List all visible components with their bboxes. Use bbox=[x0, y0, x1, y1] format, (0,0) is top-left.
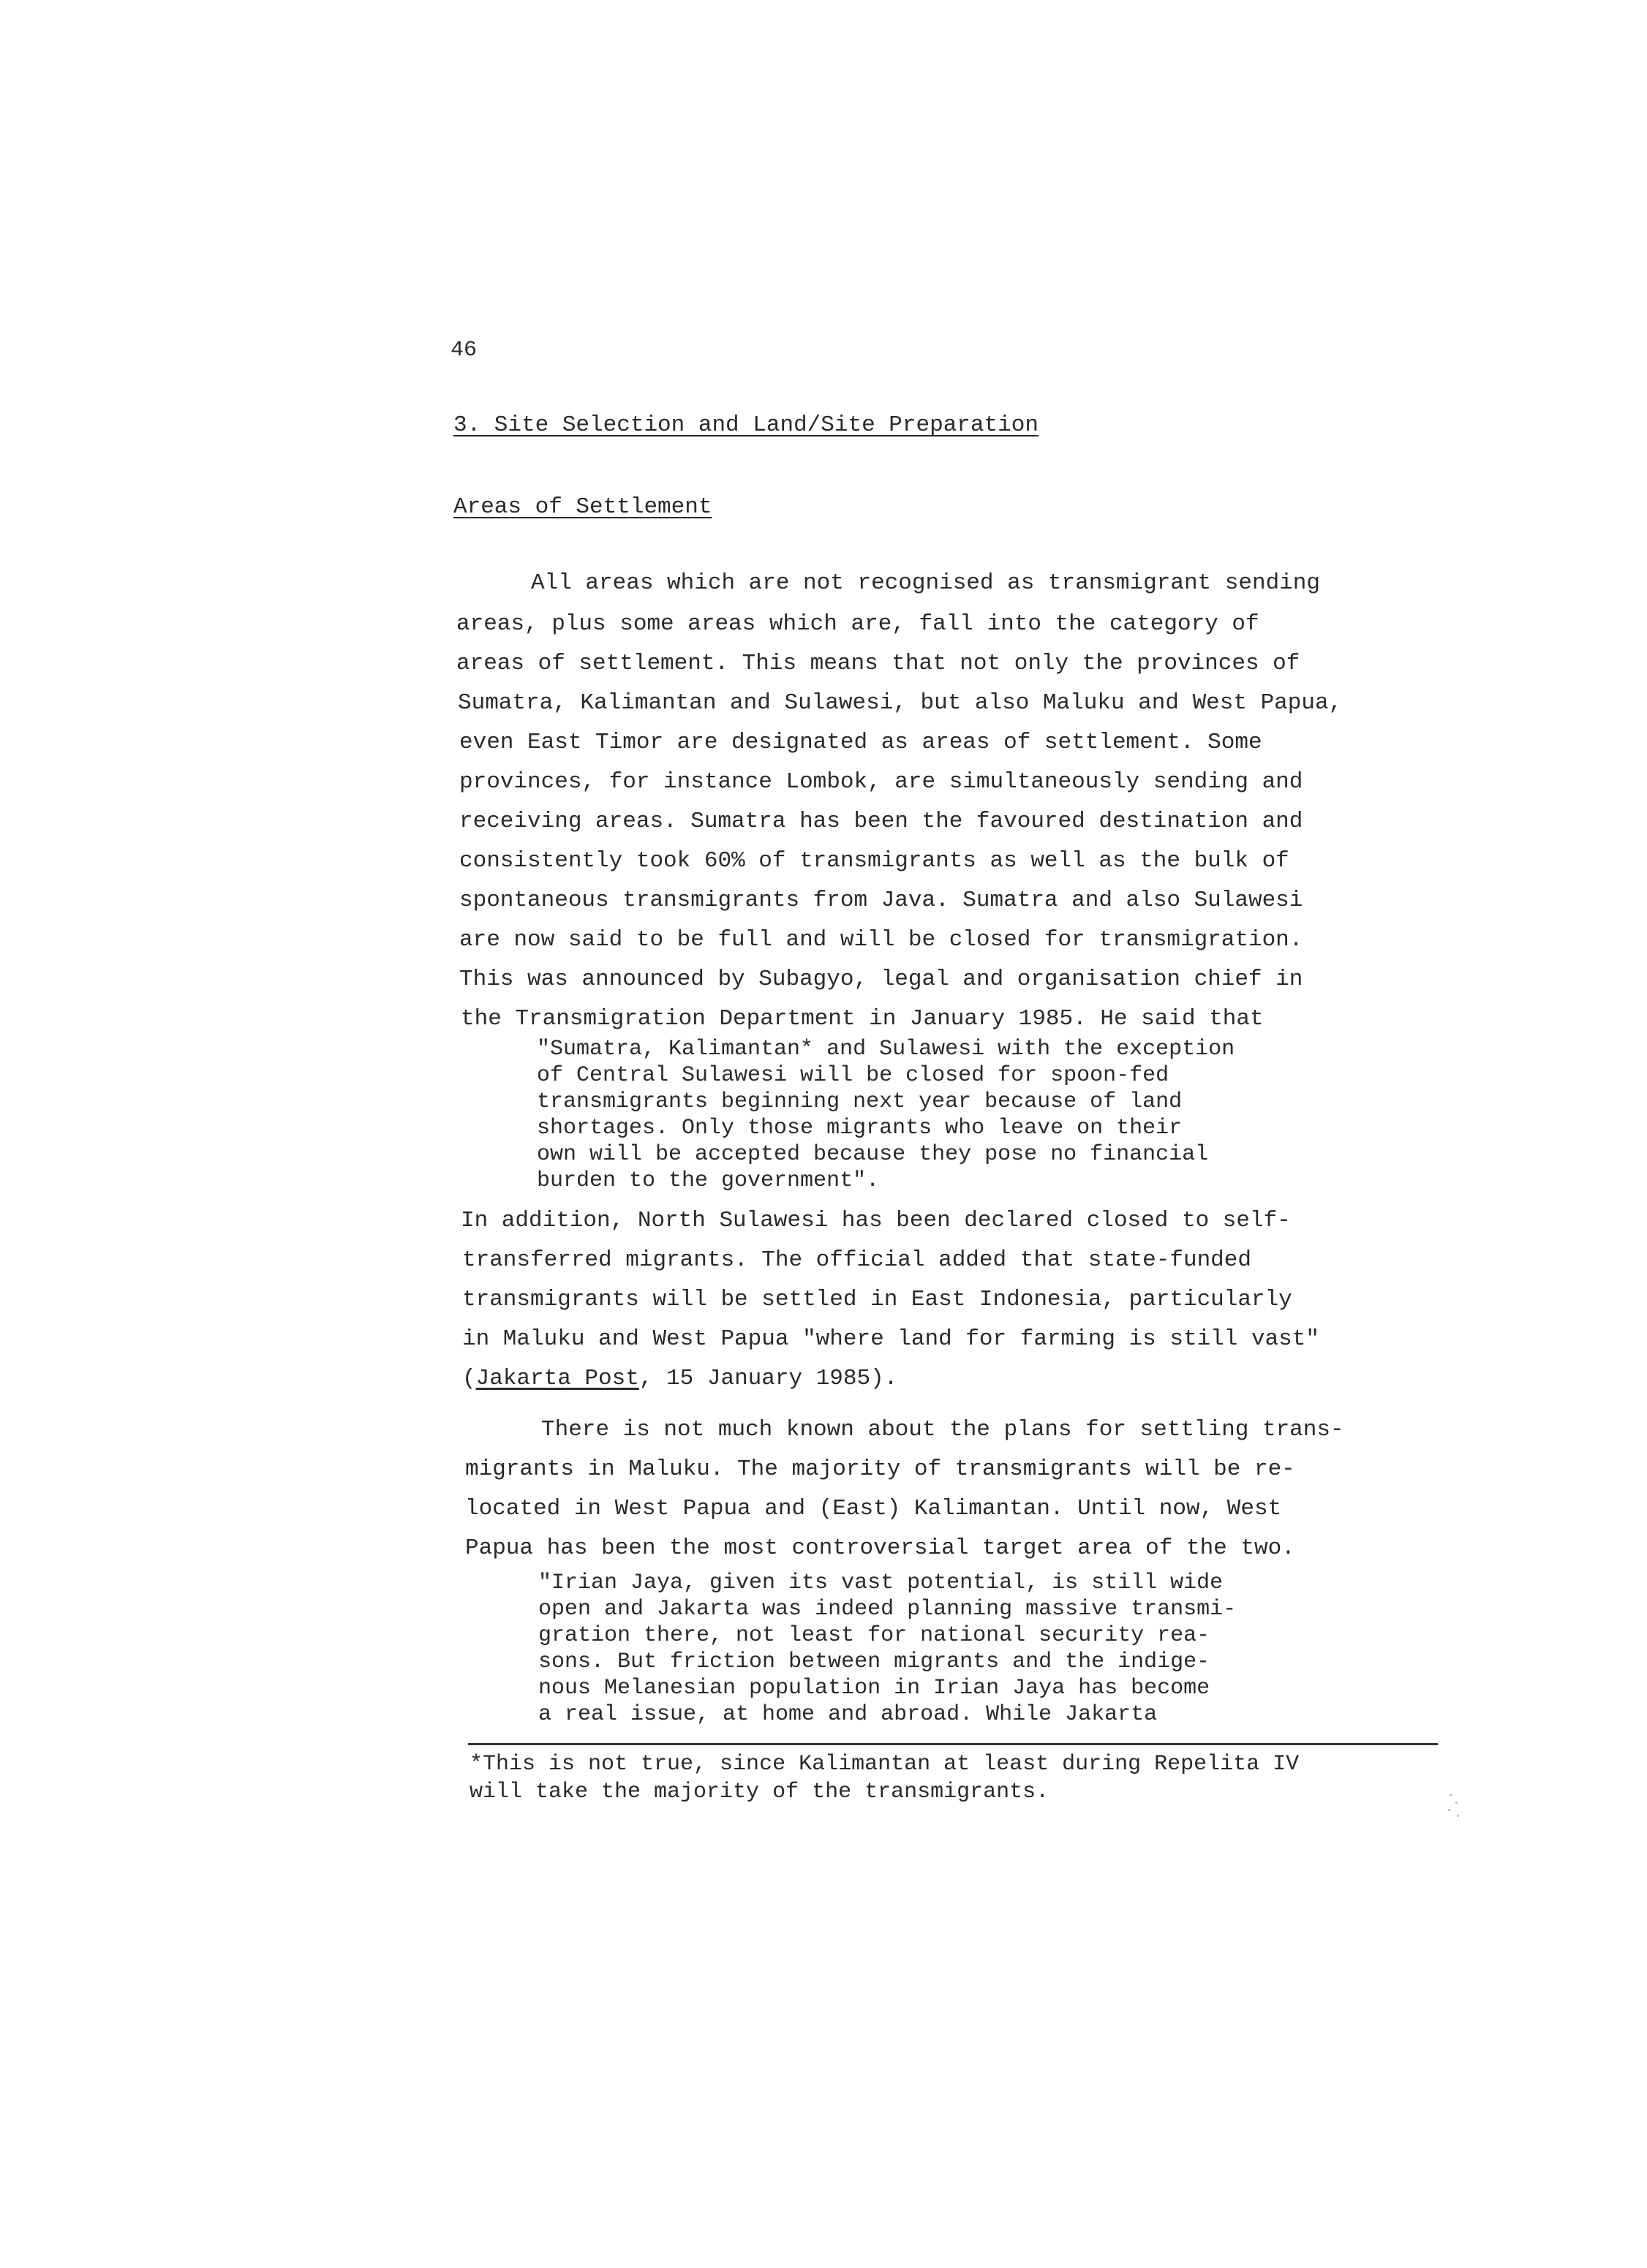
paragraph-line: Sumatra, Kalimantan and Sulawesi, but also Maluku and West Papua, bbox=[458, 690, 1343, 716]
quote-line: burden to the government". bbox=[537, 1168, 880, 1193]
paragraph-line: This was announced by Subagyo, legal and organisation chief in bbox=[459, 967, 1303, 992]
citation-source: Jakarta Post bbox=[475, 1366, 639, 1391]
paragraph-line: in Maluku and West Papua "where land for farming is still vast" bbox=[462, 1326, 1319, 1352]
citation-open: ( bbox=[462, 1366, 476, 1391]
quote-line: open and Jakarta was indeed planning massive transmi- bbox=[538, 1597, 1237, 1622]
citation-rest: , 15 January 1985). bbox=[638, 1366, 898, 1391]
paragraph-line: migrants in Maluku. The majority of transmigrants will be re- bbox=[465, 1456, 1295, 1482]
paragraph-line: All areas which are not recognised as transmigrant sending bbox=[531, 570, 1320, 596]
paragraph-line: the Transmigration Department in January 1985. He said that bbox=[461, 1006, 1264, 1032]
paragraph-line: receiving areas. Sumatra has been the favoured destination and bbox=[459, 809, 1303, 834]
quote-line: transmigrants beginning next year because of land bbox=[537, 1089, 1183, 1114]
paragraph-line: even East Timor are designated as areas of settlement. Some bbox=[459, 730, 1262, 755]
paragraph-line: consistently took 60% of transmigrants as well as the bulk of bbox=[459, 848, 1289, 874]
quote-line: a real issue, at home and abroad. While Jakarta bbox=[538, 1702, 1158, 1727]
paragraph-line: are now said to be full and will be closed for transmigration. bbox=[459, 927, 1303, 953]
paragraph-line: transferred migrants. The official added that state-funded bbox=[462, 1247, 1251, 1273]
quote-line: "Sumatra, Kalimantan* and Sulawesi with the exception bbox=[537, 1037, 1235, 1062]
paragraph-line: located in West Papua and (East) Kalimantan. Until now, West bbox=[465, 1496, 1282, 1522]
paragraph-line: spontaneous transmigrants from Java. Sumatra and also Sulawesi bbox=[459, 888, 1303, 913]
paragraph-line: There is not much known about the plans for settling trans- bbox=[541, 1417, 1344, 1443]
paragraph-line: Papua has been the most controversial target area of the two. bbox=[465, 1535, 1295, 1561]
footnote-line: *This is not true, since Kalimantan at least during Repelita IV bbox=[470, 1752, 1300, 1777]
quote-line: gration there, not least for national security rea- bbox=[538, 1623, 1210, 1648]
quote-line: own will be accepted because they pose no financial bbox=[537, 1142, 1209, 1167]
paragraph-line: areas, plus some areas which are, fall into the category of bbox=[456, 611, 1259, 637]
paragraph-line: transmigrants will be settled in East Indonesia, particularly bbox=[462, 1287, 1292, 1312]
paragraph-line: provinces, for instance Lombok, are simultaneously sending and bbox=[459, 769, 1303, 795]
scan-speckle bbox=[1447, 1793, 1461, 1819]
footnote-line: will take the majority of the transmigrants. bbox=[470, 1780, 1049, 1804]
quote-line: "Irian Jaya, given its vast potential, is still wide bbox=[538, 1570, 1224, 1595]
page-number: 46 bbox=[451, 338, 478, 363]
quote-line: of Central Sulawesi will be closed for spoon-fed bbox=[537, 1063, 1169, 1088]
footnote-rule bbox=[468, 1743, 1438, 1745]
citation-line bbox=[462, 1367, 897, 1390]
section-heading: 3. Site Selection and Land/Site Preparation bbox=[453, 412, 1039, 438]
quote-line: shortages. Only those migrants who leave on their bbox=[537, 1116, 1183, 1141]
paragraph-line: In addition, North Sulawesi has been declared closed to self- bbox=[461, 1208, 1291, 1233]
quote-line: sons. But friction between migrants and the indige- bbox=[538, 1649, 1210, 1674]
paragraph-line: areas of settlement. This means that not only the provinces of bbox=[456, 651, 1300, 676]
quote-line: nous Melanesian population in Irian Jaya has become bbox=[538, 1676, 1210, 1701]
subheading: Areas of Settlement bbox=[453, 494, 712, 520]
